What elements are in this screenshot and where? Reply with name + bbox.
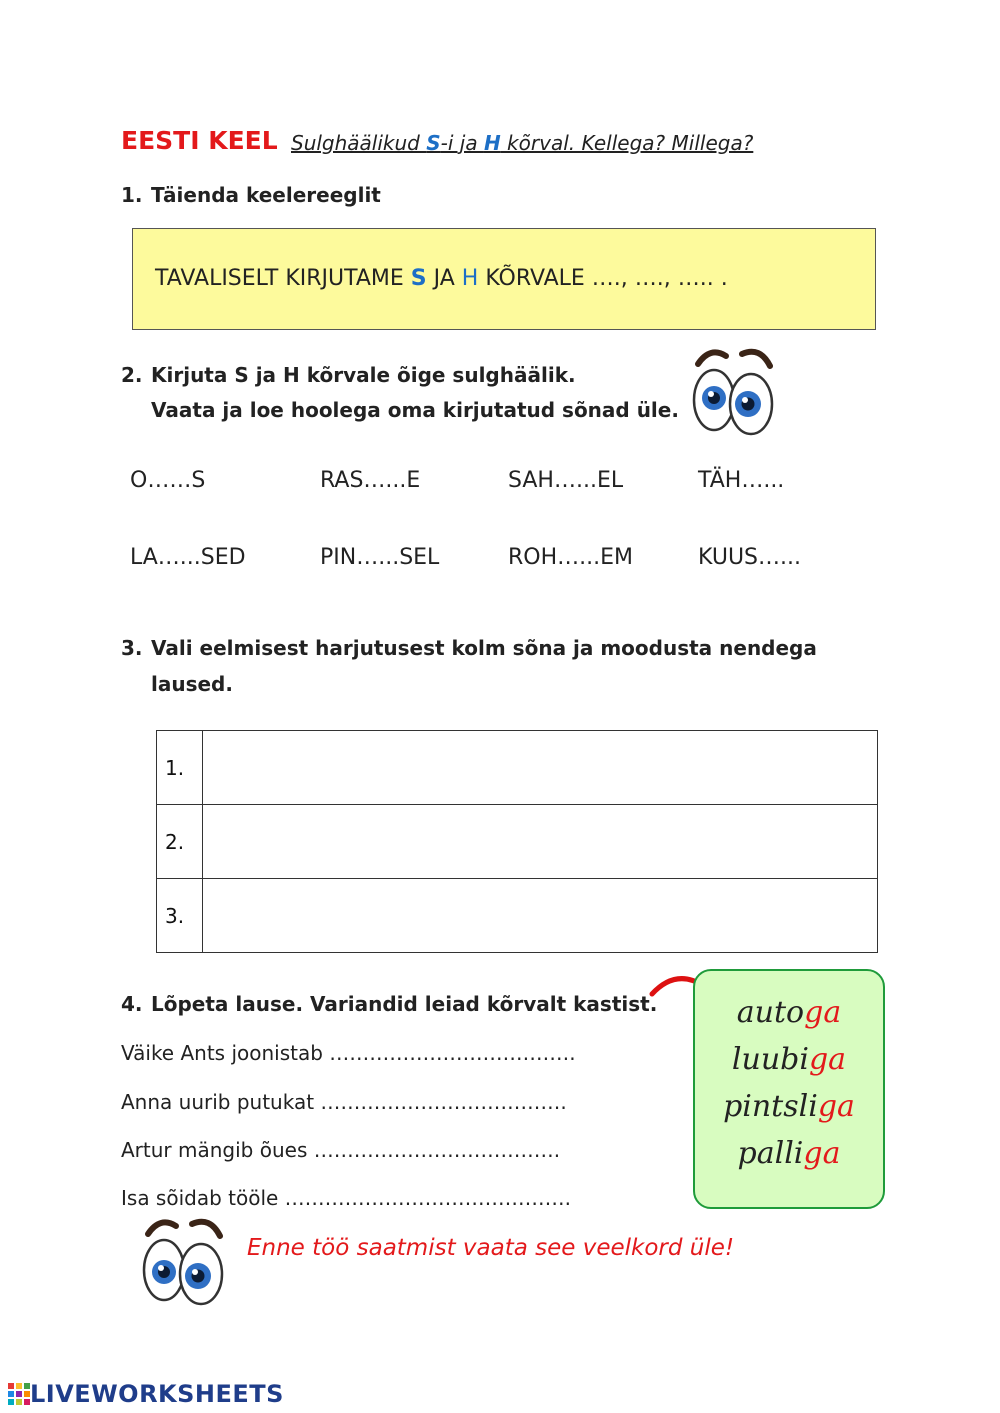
sentence-line[interactable]: Artur mängib õues ………………………………. [121,1138,561,1162]
options-box [693,969,885,1209]
word-blank[interactable]: KUUS…... [698,545,801,570]
table-row [157,805,878,879]
rule-box [132,228,876,330]
reminder-text: Enne töö saatmist vaata see veelkord üle! [247,1235,735,1261]
word-blank[interactable]: O……S [130,468,206,493]
word-blank[interactable]: TÄH…... [698,468,785,493]
task1-heading: 1. Täienda keelereeglit [121,183,381,207]
liveworksheets-logo: LIVEWORKSHEETS [8,1380,284,1408]
logo-grid-icon [8,1383,30,1405]
topic-title: Sulghäälikud S-i ja H kõrval. Kellega? Millega? [291,131,754,155]
task2-heading: 2. Kirjuta S ja H kõrvale õige sulghäälik. [121,363,576,387]
sentence-input-cell[interactable] [203,879,878,953]
task3-subheading: laused. [151,672,233,696]
task3-heading: 3. Vali eelmisest harjutusest kolm sõna ja moodusta nendega [121,636,817,660]
row-number: 1. [157,731,203,805]
table-row [157,731,878,805]
cartoon-eyes-icon [132,1212,232,1308]
word-blank[interactable]: RAS…...E [320,468,421,493]
option-word: palliga [737,1136,841,1171]
sentences-table [156,730,878,953]
cartoon-eyes-icon [684,342,780,438]
option-word: pintsliga [723,1089,855,1124]
task4-heading: 4. Lõpeta lause. Variandid leiad kõrvalt kastist. [121,992,658,1016]
rule-text: TAVALISELT KIRJUTAME S JA H KÕRVALE …., …., ….. . [155,266,728,291]
option-word: luubiga [731,1042,847,1077]
task2-subheading: Vaata ja loe hoolega oma kirjutatud sõnad üle. [151,398,679,422]
sentence-input-cell[interactable] [203,805,878,879]
sentence-line[interactable]: Isa sõidab tööle ……………………………………. [121,1186,572,1210]
word-blank[interactable]: SAH…...EL [508,468,624,493]
sentence-input-cell[interactable] [203,731,878,805]
row-number: 3. [157,879,203,953]
table-row [157,879,878,953]
sentence-line[interactable]: Väike Ants joonistab ………………………………. [121,1041,576,1065]
word-blank[interactable]: PIN…...SEL [320,545,440,570]
subject-title: EESTI KEEL [121,126,278,155]
option-word: autoga [736,995,842,1030]
sentence-line[interactable]: Anna uurib putukat ………………………………. [121,1090,567,1114]
word-blank[interactable]: LA…...SED [130,545,246,570]
word-blank[interactable]: ROH…...EM [508,545,634,570]
row-number: 2. [157,805,203,879]
